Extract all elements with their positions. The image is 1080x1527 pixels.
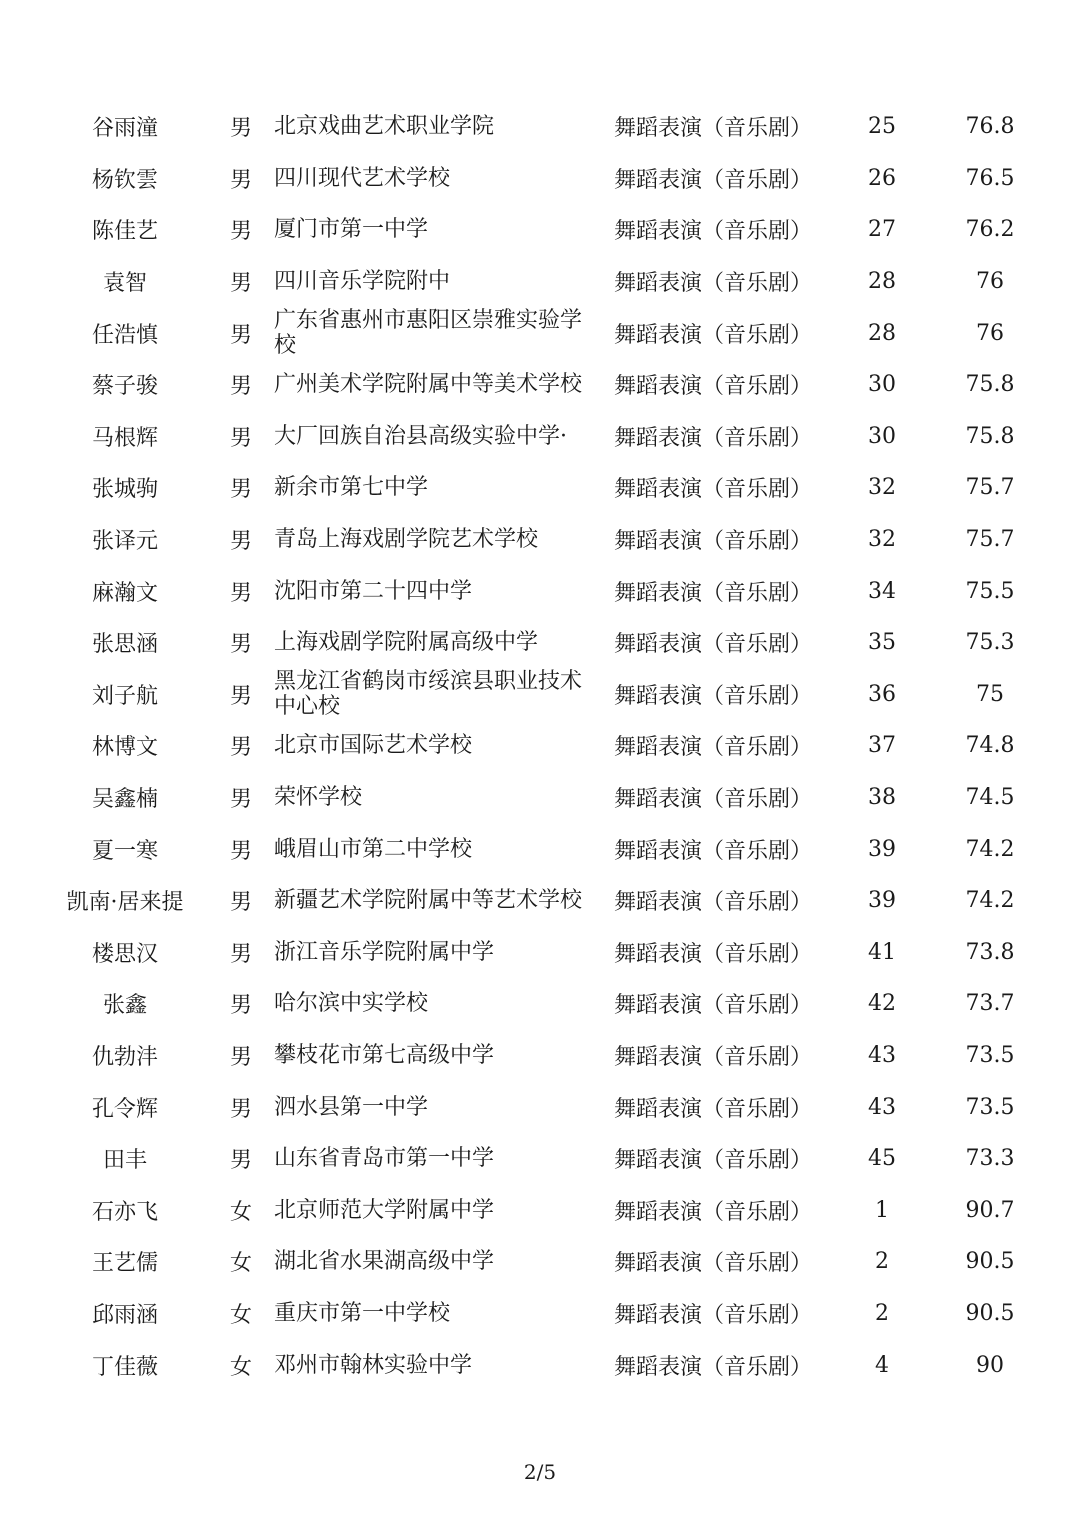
student-school: 峨眉山市第二中学校 xyxy=(274,836,473,862)
student-school: 新余市第七中学 xyxy=(274,475,429,501)
table-row xyxy=(0,617,1080,669)
table-row xyxy=(0,875,1080,927)
student-major: 舞蹈表演（音乐剧） xyxy=(614,1044,813,1070)
table-row xyxy=(0,720,1080,772)
student-name: 吴鑫楠 xyxy=(91,787,158,813)
student-gender: 男 xyxy=(229,1148,252,1174)
student-major: 舞蹈表演（音乐剧） xyxy=(614,632,813,658)
student-name: 石亦飞 xyxy=(91,1199,158,1225)
table-row xyxy=(0,1133,1080,1185)
student-school: 北京戏曲艺术职业学院 xyxy=(274,114,495,140)
student-major: 舞蹈表演（音乐剧） xyxy=(614,1096,813,1122)
student-gender: 男 xyxy=(229,271,252,297)
student-gender: 男 xyxy=(229,116,252,142)
student-name: 蔡子骏 xyxy=(91,374,158,400)
student-rank: 32 xyxy=(868,527,896,553)
student-name: 马根辉 xyxy=(91,425,158,451)
table-row xyxy=(0,772,1080,824)
student-rank: 25 xyxy=(868,114,896,140)
student-rank: 43 xyxy=(868,1042,896,1068)
student-score: 73.3 xyxy=(965,1146,1015,1172)
student-major: 舞蹈表演（音乐剧） xyxy=(614,116,813,142)
student-rank: 42 xyxy=(868,991,896,1017)
table-row xyxy=(0,462,1080,514)
table-row xyxy=(0,1236,1080,1288)
student-major: 舞蹈表演（音乐剧） xyxy=(614,683,813,709)
student-score: 76.8 xyxy=(965,114,1015,140)
student-school: 青岛上海戏剧学院艺术学校 xyxy=(274,527,539,553)
student-name: 谷雨潼 xyxy=(91,116,158,142)
student-score: 76.2 xyxy=(965,217,1015,243)
student-gender: 男 xyxy=(229,683,252,709)
student-name: 陈佳艺 xyxy=(91,219,158,245)
student-score: 74.2 xyxy=(965,836,1015,862)
student-major: 舞蹈表演（音乐剧） xyxy=(614,529,813,555)
student-school: 北京市国际艺术学校 xyxy=(274,733,473,759)
student-rank: 39 xyxy=(868,888,896,914)
student-name: 仇勃沣 xyxy=(91,1044,158,1070)
student-school: 湖北省水果湖高级中学 xyxy=(274,1249,495,1275)
student-major: 舞蹈表演（音乐剧） xyxy=(614,271,813,297)
student-rank: 28 xyxy=(868,320,896,346)
student-school: 哈尔滨中实学校 xyxy=(274,991,429,1017)
student-score: 75.8 xyxy=(965,372,1015,398)
student-major: 舞蹈表演（音乐剧） xyxy=(614,890,813,916)
student-major: 舞蹈表演（音乐剧） xyxy=(614,838,813,864)
student-school: 攀枝花市第七高级中学 xyxy=(274,1042,495,1068)
student-rank: 2 xyxy=(875,1300,889,1326)
table-row xyxy=(0,411,1080,463)
student-school: 大厂回族自治县高级实验中学· xyxy=(274,423,567,449)
student-major: 舞蹈表演（音乐剧） xyxy=(614,580,813,606)
student-major: 舞蹈表演（音乐剧） xyxy=(614,477,813,503)
student-gender: 男 xyxy=(229,374,252,400)
student-major: 舞蹈表演（音乐剧） xyxy=(614,941,813,967)
student-name: 麻瀚文 xyxy=(91,580,158,606)
student-school: 黑龙江省鹤岗市绥滨县职业技术 中心校 xyxy=(274,669,583,720)
student-rank: 26 xyxy=(868,165,896,191)
student-major: 舞蹈表演（音乐剧） xyxy=(614,1251,813,1277)
student-school: 邓州市翰林实验中学 xyxy=(274,1352,473,1378)
student-gender: 男 xyxy=(229,477,252,503)
student-gender: 男 xyxy=(229,890,252,916)
student-score: 75.8 xyxy=(965,423,1015,449)
student-name: 张译元 xyxy=(91,529,158,555)
student-score: 73.7 xyxy=(965,991,1015,1017)
student-gender: 男 xyxy=(229,580,252,606)
table-row xyxy=(0,1030,1080,1082)
student-major: 舞蹈表演（音乐剧） xyxy=(614,1148,813,1174)
table-row xyxy=(0,359,1080,411)
student-score: 76 xyxy=(976,320,1004,346)
student-rank: 35 xyxy=(868,630,896,656)
student-major: 舞蹈表演（音乐剧） xyxy=(614,219,813,245)
student-name: 任浩慎 xyxy=(91,322,158,348)
student-gender: 男 xyxy=(229,219,252,245)
student-school: 厦门市第一中学 xyxy=(274,217,429,243)
student-gender: 男 xyxy=(229,735,252,761)
student-gender: 男 xyxy=(229,941,252,967)
student-gender: 女 xyxy=(229,1251,252,1277)
student-major: 舞蹈表演（音乐剧） xyxy=(614,1354,813,1380)
results-table xyxy=(0,101,1080,1391)
student-school: 沈阳市第二十四中学 xyxy=(274,578,473,604)
student-major: 舞蹈表演（音乐剧） xyxy=(614,993,813,1019)
student-gender: 男 xyxy=(229,993,252,1019)
student-rank: 41 xyxy=(868,939,896,965)
student-gender: 女 xyxy=(229,1199,252,1225)
table-row xyxy=(0,669,1080,721)
student-score: 74.5 xyxy=(965,785,1015,811)
student-school: 荣怀学校 xyxy=(274,785,363,811)
student-score: 76 xyxy=(976,269,1004,295)
student-name: 王艺儒 xyxy=(91,1251,158,1277)
student-score: 75 xyxy=(976,681,1004,707)
student-school: 广州美术学院附属中等美术学校 xyxy=(274,372,583,398)
student-major: 舞蹈表演（音乐剧） xyxy=(614,374,813,400)
student-name: 林博文 xyxy=(91,735,158,761)
student-school: 重庆市第一中学校 xyxy=(274,1300,451,1326)
student-school: 山东省青岛市第一中学 xyxy=(274,1146,495,1172)
student-name: 邱雨涵 xyxy=(91,1302,158,1328)
student-gender: 男 xyxy=(229,787,252,813)
student-name: 楼思汉 xyxy=(91,941,158,967)
student-rank: 38 xyxy=(868,785,896,811)
table-row xyxy=(0,153,1080,205)
student-rank: 32 xyxy=(868,475,896,501)
student-gender: 女 xyxy=(229,1354,252,1380)
student-major: 舞蹈表演（音乐剧） xyxy=(614,1199,813,1225)
student-gender: 男 xyxy=(229,322,252,348)
student-major: 舞蹈表演（音乐剧） xyxy=(614,322,813,348)
student-rank: 2 xyxy=(875,1249,889,1275)
student-name: 杨钦雲 xyxy=(91,167,158,193)
student-score: 90 xyxy=(976,1352,1004,1378)
student-rank: 34 xyxy=(868,578,896,604)
student-school: 北京师范大学附属中学 xyxy=(274,1197,495,1223)
table-row xyxy=(0,978,1080,1030)
student-score: 74.8 xyxy=(965,733,1015,759)
student-gender: 男 xyxy=(229,1096,252,1122)
student-gender: 男 xyxy=(229,425,252,451)
student-score: 75.5 xyxy=(965,578,1015,604)
student-score: 73.5 xyxy=(965,1094,1015,1120)
page-number: 2/5 xyxy=(523,1460,557,1484)
table-row xyxy=(0,256,1080,308)
student-name: 袁智 xyxy=(102,271,147,297)
student-name: 孔令辉 xyxy=(91,1096,158,1122)
student-major: 舞蹈表演（音乐剧） xyxy=(614,735,813,761)
student-rank: 37 xyxy=(868,733,896,759)
student-rank: 30 xyxy=(868,372,896,398)
student-school: 浙江音乐学院附属中学 xyxy=(274,939,495,965)
student-school: 上海戏剧学院附属高级中学 xyxy=(274,630,539,656)
student-major: 舞蹈表演（音乐剧） xyxy=(614,425,813,451)
student-rank: 28 xyxy=(868,269,896,295)
student-school: 四川现代艺术学校 xyxy=(274,165,451,191)
student-score: 90.5 xyxy=(965,1249,1015,1275)
student-rank: 36 xyxy=(868,681,896,707)
table-row xyxy=(0,1339,1080,1391)
student-gender: 女 xyxy=(229,1302,252,1328)
student-name: 丁佳薇 xyxy=(91,1354,158,1380)
student-score: 75.3 xyxy=(965,630,1015,656)
table-row xyxy=(0,823,1080,875)
table-row xyxy=(0,927,1080,979)
student-name: 刘子航 xyxy=(91,683,158,709)
student-score: 73.8 xyxy=(965,939,1015,965)
table-row xyxy=(0,565,1080,617)
student-name: 田丰 xyxy=(102,1148,147,1174)
student-score: 76.5 xyxy=(965,165,1015,191)
table-row xyxy=(0,514,1080,566)
student-school: 新疆艺术学院附属中等艺术学校 xyxy=(274,888,583,914)
student-rank: 27 xyxy=(868,217,896,243)
student-major: 舞蹈表演（音乐剧） xyxy=(614,167,813,193)
student-score: 73.5 xyxy=(965,1042,1015,1068)
student-gender: 男 xyxy=(229,838,252,864)
student-name: 张思涵 xyxy=(91,632,158,658)
student-score: 90.7 xyxy=(965,1197,1015,1223)
student-rank: 30 xyxy=(868,423,896,449)
student-rank: 43 xyxy=(868,1094,896,1120)
student-score: 90.5 xyxy=(965,1300,1015,1326)
student-rank: 39 xyxy=(868,836,896,862)
student-score: 75.7 xyxy=(965,475,1015,501)
table-row xyxy=(0,307,1080,359)
student-major: 舞蹈表演（音乐剧） xyxy=(614,787,813,813)
table-row xyxy=(0,1288,1080,1340)
student-major: 舞蹈表演（音乐剧） xyxy=(614,1302,813,1328)
student-name: 凯南·居来提 xyxy=(66,890,184,916)
table-row xyxy=(0,1081,1080,1133)
student-gender: 男 xyxy=(229,632,252,658)
table-row xyxy=(0,1184,1080,1236)
student-gender: 男 xyxy=(229,529,252,555)
student-name: 张城驹 xyxy=(91,477,158,503)
student-rank: 1 xyxy=(875,1197,889,1223)
table-row xyxy=(0,204,1080,256)
table-row xyxy=(0,101,1080,153)
student-rank: 4 xyxy=(875,1352,889,1378)
student-school: 泗水县第一中学 xyxy=(274,1094,429,1120)
student-school: 四川音乐学院附中 xyxy=(274,269,451,295)
student-gender: 男 xyxy=(229,167,252,193)
student-school: 广东省惠州市惠阳区崇雅实验学 校 xyxy=(274,308,583,359)
student-name: 张鑫 xyxy=(102,993,147,1019)
student-gender: 男 xyxy=(229,1044,252,1070)
student-rank: 45 xyxy=(868,1146,896,1172)
student-score: 74.2 xyxy=(965,888,1015,914)
student-name: 夏一寒 xyxy=(91,838,158,864)
student-score: 75.7 xyxy=(965,527,1015,553)
